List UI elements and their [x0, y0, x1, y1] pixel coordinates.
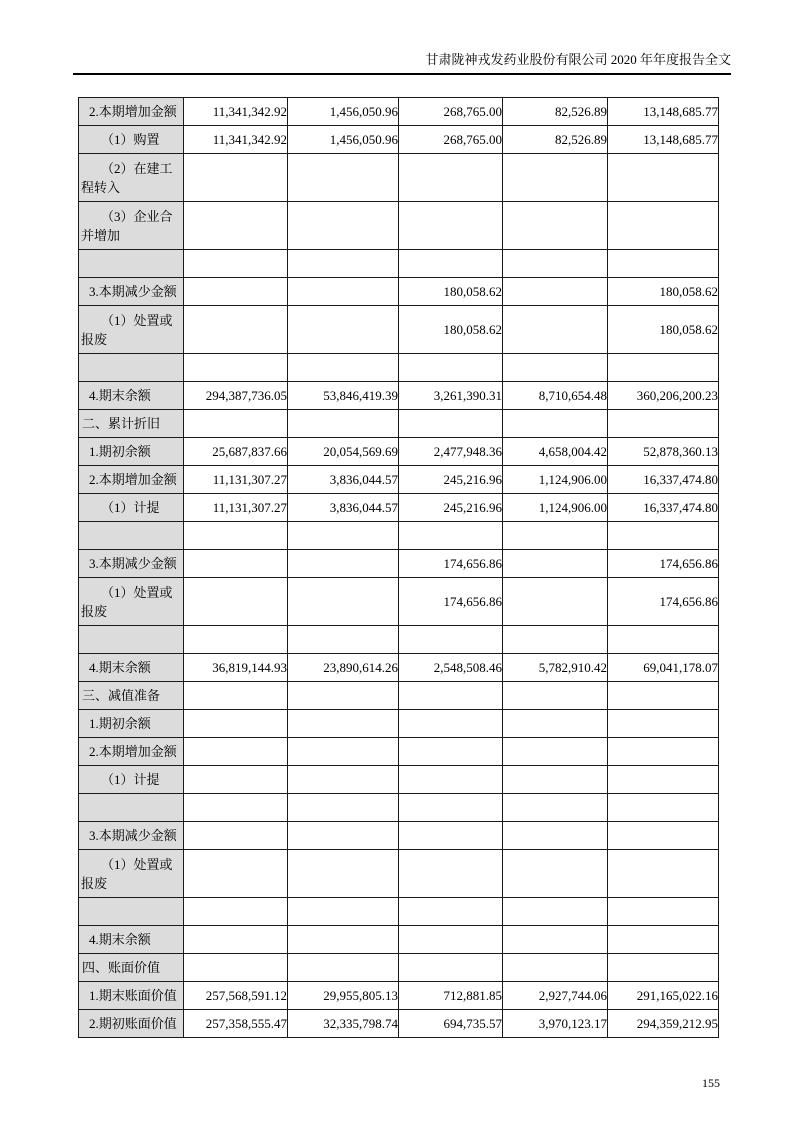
- value-cell: [608, 354, 719, 382]
- table-row: [79, 278, 719, 306]
- value-cell: [608, 626, 719, 654]
- value-cell: [399, 766, 503, 794]
- value-cell: [288, 954, 399, 982]
- row-label-cell: [79, 898, 184, 926]
- value-cell: [288, 550, 399, 578]
- value-cell: 16,337,474.80: [608, 466, 719, 494]
- value-cell: [399, 202, 503, 250]
- value-cell: [503, 626, 608, 654]
- row-label-cell: （3）企业合并增加: [79, 202, 184, 250]
- value-cell: 5,782,910.42: [503, 654, 608, 682]
- table-row: [79, 250, 719, 278]
- value-cell: 180,058.62: [608, 278, 719, 306]
- value-cell: [608, 710, 719, 738]
- value-cell: 11,131,307.27: [184, 494, 288, 522]
- value-cell: [288, 850, 399, 898]
- value-cell: [184, 354, 288, 382]
- value-cell: 82,526.89: [503, 126, 608, 154]
- value-cell: 3,836,044.57: [288, 494, 399, 522]
- value-cell: [399, 522, 503, 550]
- value-cell: [288, 682, 399, 710]
- table-row: [79, 710, 719, 738]
- value-cell: [184, 278, 288, 306]
- row-label-cell: 1.期末账面价值: [79, 982, 184, 1010]
- table-row: [79, 410, 719, 438]
- value-cell: 174,656.86: [399, 578, 503, 626]
- value-cell: [184, 954, 288, 982]
- table-row: [79, 382, 719, 410]
- value-cell: 174,656.86: [608, 550, 719, 578]
- value-cell: [399, 354, 503, 382]
- value-cell: [399, 626, 503, 654]
- table-row: [79, 578, 719, 626]
- value-cell: 29,955,805.13: [288, 982, 399, 1010]
- row-label-cell: （1）计提: [79, 494, 184, 522]
- value-cell: [608, 522, 719, 550]
- value-cell: [608, 954, 719, 982]
- value-cell: [503, 898, 608, 926]
- value-cell: 3,261,390.31: [399, 382, 503, 410]
- value-cell: 268,765.00: [399, 126, 503, 154]
- row-label-cell: 4.期末余额: [79, 926, 184, 954]
- value-cell: [399, 898, 503, 926]
- table-row: [79, 202, 719, 250]
- value-cell: [503, 550, 608, 578]
- value-cell: [503, 766, 608, 794]
- value-cell: [288, 522, 399, 550]
- value-cell: 257,568,591.12: [184, 982, 288, 1010]
- value-cell: 11,341,342.92: [184, 126, 288, 154]
- value-cell: [288, 354, 399, 382]
- value-cell: 360,206,200.23: [608, 382, 719, 410]
- value-cell: 53,846,419.39: [288, 382, 399, 410]
- value-cell: [288, 710, 399, 738]
- table-row: [79, 766, 719, 794]
- value-cell: 82,526.89: [503, 98, 608, 126]
- value-cell: [288, 822, 399, 850]
- value-cell: 69,041,178.07: [608, 654, 719, 682]
- row-label-cell: 2.本期增加金额: [79, 98, 184, 126]
- value-cell: 2,477,948.36: [399, 438, 503, 466]
- value-cell: [184, 850, 288, 898]
- table-row: [79, 154, 719, 202]
- value-cell: 20,054,569.69: [288, 438, 399, 466]
- value-cell: [288, 766, 399, 794]
- row-label-cell: 四、账面价值: [79, 954, 184, 982]
- value-cell: [184, 822, 288, 850]
- row-label-cell: [79, 626, 184, 654]
- row-label-cell: （2）在建工程转入: [79, 154, 184, 202]
- value-cell: 174,656.86: [399, 550, 503, 578]
- value-cell: [399, 738, 503, 766]
- value-cell: [503, 738, 608, 766]
- value-cell: [503, 354, 608, 382]
- value-cell: [288, 578, 399, 626]
- value-cell: [184, 154, 288, 202]
- value-cell: 180,058.62: [608, 306, 719, 354]
- table-row: [79, 954, 719, 982]
- value-cell: 268,765.00: [399, 98, 503, 126]
- value-cell: [503, 794, 608, 822]
- page-content: [73, 0, 731, 1091]
- table-row: [79, 126, 719, 154]
- value-cell: [288, 306, 399, 354]
- value-cell: [503, 578, 608, 626]
- value-cell: [608, 154, 719, 202]
- page-number: 155: [702, 1076, 720, 1090]
- row-label-cell: 4.期末余额: [79, 654, 184, 682]
- value-cell: [399, 710, 503, 738]
- value-cell: [399, 154, 503, 202]
- value-cell: [184, 682, 288, 710]
- row-label-cell: 1.期初余额: [79, 710, 184, 738]
- row-label-cell: 3.本期减少金额: [79, 278, 184, 306]
- value-cell: [399, 926, 503, 954]
- value-cell: 180,058.62: [399, 306, 503, 354]
- value-cell: 1,124,906.00: [503, 466, 608, 494]
- value-cell: [288, 626, 399, 654]
- row-label-cell: [79, 794, 184, 822]
- table-row: [79, 926, 719, 954]
- fixed-assets-table-body: [79, 98, 719, 1038]
- value-cell: [608, 410, 719, 438]
- table-row: [79, 522, 719, 550]
- row-label-cell: （1）购置: [79, 126, 184, 154]
- table-row: [79, 550, 719, 578]
- table-row: [79, 494, 719, 522]
- table-row: [79, 822, 719, 850]
- value-cell: [608, 850, 719, 898]
- row-label-cell: （1）处置或报废: [79, 850, 184, 898]
- value-cell: 1,456,050.96: [288, 98, 399, 126]
- value-cell: [608, 794, 719, 822]
- value-cell: [184, 898, 288, 926]
- value-cell: [184, 710, 288, 738]
- row-label-cell: [79, 250, 184, 278]
- value-cell: [184, 306, 288, 354]
- value-cell: [608, 738, 719, 766]
- table-row: [79, 466, 719, 494]
- value-cell: 13,148,685.77: [608, 98, 719, 126]
- value-cell: [288, 278, 399, 306]
- value-cell: [399, 850, 503, 898]
- table-row: [79, 850, 719, 898]
- value-cell: [503, 250, 608, 278]
- value-cell: [399, 794, 503, 822]
- value-cell: [288, 898, 399, 926]
- fixed-assets-table: [78, 97, 719, 1038]
- value-cell: [503, 154, 608, 202]
- value-cell: [399, 250, 503, 278]
- value-cell: [184, 578, 288, 626]
- value-cell: [608, 898, 719, 926]
- value-cell: [184, 522, 288, 550]
- value-cell: [608, 766, 719, 794]
- value-cell: 23,890,614.26: [288, 654, 399, 682]
- value-cell: 245,216.96: [399, 466, 503, 494]
- table-row: [79, 982, 719, 1010]
- value-cell: [184, 926, 288, 954]
- value-cell: [184, 250, 288, 278]
- value-cell: [608, 682, 719, 710]
- value-cell: 36,819,144.93: [184, 654, 288, 682]
- value-cell: 1,456,050.96: [288, 126, 399, 154]
- value-cell: 2,927,744.06: [503, 982, 608, 1010]
- value-cell: [608, 822, 719, 850]
- row-label-cell: （1）计提: [79, 766, 184, 794]
- value-cell: [503, 202, 608, 250]
- table-row: [79, 626, 719, 654]
- value-cell: [399, 954, 503, 982]
- row-label-cell: 3.本期减少金额: [79, 822, 184, 850]
- value-cell: 16,337,474.80: [608, 494, 719, 522]
- table-row: [79, 738, 719, 766]
- row-label-cell: 2.本期增加金额: [79, 466, 184, 494]
- value-cell: [503, 682, 608, 710]
- value-cell: 712,881.85: [399, 982, 503, 1010]
- value-cell: [399, 410, 503, 438]
- row-label-cell: 2.本期增加金额: [79, 738, 184, 766]
- table-row: [79, 898, 719, 926]
- table-row: [79, 682, 719, 710]
- value-cell: 11,341,342.92: [184, 98, 288, 126]
- value-cell: [399, 822, 503, 850]
- value-cell: 13,148,685.77: [608, 126, 719, 154]
- row-label-cell: 1.期初余额: [79, 438, 184, 466]
- value-cell: [399, 682, 503, 710]
- table-row: [79, 98, 719, 126]
- value-cell: [503, 306, 608, 354]
- report-header-title: 甘肃陇神戎发药业股份有限公司 2020 年年度报告全文: [73, 51, 731, 75]
- value-cell: 294,359,212.95: [608, 1010, 719, 1038]
- value-cell: 1,124,906.00: [503, 494, 608, 522]
- value-cell: [184, 550, 288, 578]
- value-cell: 4,658,004.42: [503, 438, 608, 466]
- row-label-cell: [79, 522, 184, 550]
- row-label-cell: [79, 354, 184, 382]
- value-cell: 3,836,044.57: [288, 466, 399, 494]
- value-cell: [288, 794, 399, 822]
- value-cell: 294,387,736.05: [184, 382, 288, 410]
- value-cell: [503, 926, 608, 954]
- table-row: [79, 306, 719, 354]
- row-label-cell: 二、累计折旧: [79, 410, 184, 438]
- value-cell: 32,335,798.74: [288, 1010, 399, 1038]
- value-cell: [184, 410, 288, 438]
- value-cell: [184, 202, 288, 250]
- table-row: [79, 654, 719, 682]
- row-label-cell: 4.期末余额: [79, 382, 184, 410]
- value-cell: [184, 794, 288, 822]
- value-cell: 180,058.62: [399, 278, 503, 306]
- value-cell: [503, 822, 608, 850]
- value-cell: [608, 202, 719, 250]
- table-row: [79, 1010, 719, 1038]
- row-label-cell: 3.本期减少金额: [79, 550, 184, 578]
- value-cell: [288, 202, 399, 250]
- row-label-cell: （1）处置或报废: [79, 306, 184, 354]
- value-cell: 694,735.57: [399, 1010, 503, 1038]
- row-label-cell: 2.期初账面价值: [79, 1010, 184, 1038]
- value-cell: [184, 626, 288, 654]
- table-row: [79, 794, 719, 822]
- value-cell: [608, 250, 719, 278]
- value-cell: 3,970,123.17: [503, 1010, 608, 1038]
- row-label-cell: 三、减值准备: [79, 682, 184, 710]
- value-cell: [503, 954, 608, 982]
- value-cell: [503, 278, 608, 306]
- value-cell: [288, 738, 399, 766]
- value-cell: 2,548,508.46: [399, 654, 503, 682]
- value-cell: [288, 154, 399, 202]
- value-cell: 11,131,307.27: [184, 466, 288, 494]
- value-cell: [184, 766, 288, 794]
- value-cell: [288, 410, 399, 438]
- value-cell: [503, 522, 608, 550]
- value-cell: [503, 410, 608, 438]
- row-label-cell: （1）处置或报废: [79, 578, 184, 626]
- value-cell: 245,216.96: [399, 494, 503, 522]
- value-cell: 257,358,555.47: [184, 1010, 288, 1038]
- value-cell: [608, 926, 719, 954]
- value-cell: 25,687,837.66: [184, 438, 288, 466]
- value-cell: [503, 710, 608, 738]
- table-row: [79, 438, 719, 466]
- value-cell: [184, 738, 288, 766]
- value-cell: [288, 926, 399, 954]
- value-cell: 52,878,360.13: [608, 438, 719, 466]
- value-cell: [503, 850, 608, 898]
- value-cell: 8,710,654.48: [503, 382, 608, 410]
- value-cell: [288, 250, 399, 278]
- table-row: [79, 354, 719, 382]
- value-cell: 174,656.86: [608, 578, 719, 626]
- value-cell: 291,165,022.16: [608, 982, 719, 1010]
